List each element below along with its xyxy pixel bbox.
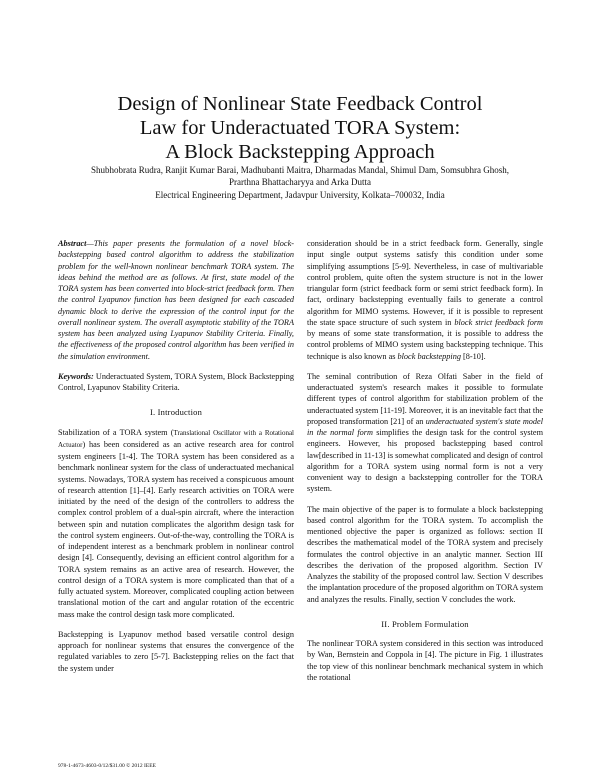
intro-text-b: ) has been considered as an active research area for control system engineers [1-4]. The TORA system has been considered as a benchmark nonlinear system for the class of underactuated mechanical systems. Nowadays, TORA system has received a conspicuous amount of research attention [1]–[4]. Early research activities on TORA were initiated by the need of the design of the controllers to address the complex control problem of a dual-spin aircraft, where the interaction between spin and nutation complicates the algorithm design task for the control system engineers. Out-of-the-way, controlling the TORA is of independent interest as a benchmark problem in nonlinear control design [4]. Consequently, devising an efficient control algorithm for a TORA system remains as an active area of research. However, the control design of a TORA system is more complicated than that of a fully actuated system. Moreover, complicated coupling action between translational motion of the cart and angular rotation of the eccentric mass make the control design task more complicated. [58,439,294,619]
right-column [307,238,543,692]
intro-paragraph-2: Backstepping is Lyapunov method based versatile control design approach for nonlinear systems that ensures the convergence of the regulated variables to zero [5-7]. Backstepping relies on the fact that the system under [58,629,294,673]
p1-text-c: [8-10]. [460,351,486,361]
title-line-1: Design of Nonlinear State Feedback Control [117,93,483,115]
keywords-label: Keywords: [58,371,94,381]
right-paragraph-3: The main objective of the paper is to formulate a block backstepping based control algorithm for the TORA system. To accomplish the mentioned objective the paper is organized as follows: section II describes the mathematical model of the TORA system and precisely formulates the control objective in an analytic manner. Section III describes the derivation of the proposed algorithm. Section IV Analyzes the stability of the proposed control law. Section V describes the implantation procedure of the proposed algorithm on TORA system and analyzes the results. Finally, section V concludes the work. [307,504,543,604]
abstract-label: Abstract [58,239,87,248]
keywords [58,371,294,394]
right-paragraph-1 [307,238,543,362]
paper-title [40,92,560,164]
p1-italic-1: block strict feedback form [454,317,543,327]
affiliation: Electrical Engineering Department, Jadavpur University, Kolkata–700032, India [155,190,445,200]
p1-italic-2: block backstepping [397,351,461,361]
p2-text-b: simplifies the design task for the control system engineers. However, his proposed backstepping based control law[described in 11-13] is somewhat complicated and design of control algorithm for a TORA system using normal form is not a very convenient way to design a backstepping controller for the TORA system. [307,428,544,494]
authors-line-1: Shubhobrata Rudra, Ranjit Kumar Barai, Madhubanti Maitra, Dharmadas Mandal, Shimul Dam, Somsubhra Ghosh, [91,165,509,175]
intro-text-small: Translational Oscillator with a Rotational Actuator [58,428,294,449]
section-heading-problem-formulation: II. Problem Formulation [381,618,469,629]
abstract-text: —This paper presents the formulation of a novel block-backstepping based control algorithm to address the stabilization problem for the well-known nonlinear benchmark TORA system. The ideas behind the method are as follows. At first, state model of the TORA system has been converted into block-strict feedback form. Then the control Lyapunov function has been designed for each cascaded dynamic block to derive the expression of the control input for the overall nonlinear system. The overall asymptotic stability of the TORA system has been analyzed using Lyapunov Stability Criteria. Finally, the effectiveness of the proposed control algorithm has been verified in the simulation environment. [58,239,294,361]
title-line-2: Law for Underactuated TORA System: [139,117,461,139]
intro-text-a: Stabilization of a TORA system ( [58,427,174,437]
intro-paragraph-1 [58,427,294,620]
p2-italic: underactuated system's state model in the normal form [307,416,544,437]
authors-line-2: Prarthna Bhattacharyya and Arka Dutta [229,177,371,187]
copyright-footer: 978-1-4673-4603-0/12/$31.00 © 2012 IEEE [58,763,156,769]
abstract [58,238,294,362]
right-paragraph-4: The nonlinear TORA system considered in this section was introduced by Wan, Bernstein and Coppola in [4]. The picture in Fig. 1 illustrates the top view of this nonlinear benchmark mechanical system in which the rotational [307,639,543,682]
keywords-text: Underactuated System, TORA System, Block Backstepping Control, Lyapunov Stability Criteria. [58,371,294,392]
p1-text-b: by means of some state transformation, it is possible to address the control problems of MIMO system using backstepping technique. This technique is also known as [307,329,543,361]
section-heading-introduction: I. Introduction [149,407,203,418]
right-paragraph-2 [307,371,543,495]
title-line-3: A Block Backstepping Approach [165,141,435,163]
author-list [40,164,560,188]
p1-text-a: consideration should be in a strict feedback form. Generally, single input single output systems satisfy this condition under some simplifying assumptions [5-9]. Nevertheless, in case of multivariable control problem, quite often the system structure is not in the lower triangular form (strict feedback form or semi strict feedback form). In fact, ordinary backstepping eventually fails to generate a control algorithm for MIMO systems. However, if it is possible to represent the state space structure of such system in [307,239,543,327]
p2-text-a: The seminal contribution of Reza Olfati Saber in the field of underactuated system's research makes it possible to formulate different types of control algorithm for stabilization problem of the underactuated system [11-19]. Moreover, it is an inevitable fact that the proposed transformation [21] of an [307,371,543,426]
left-column [58,238,294,683]
